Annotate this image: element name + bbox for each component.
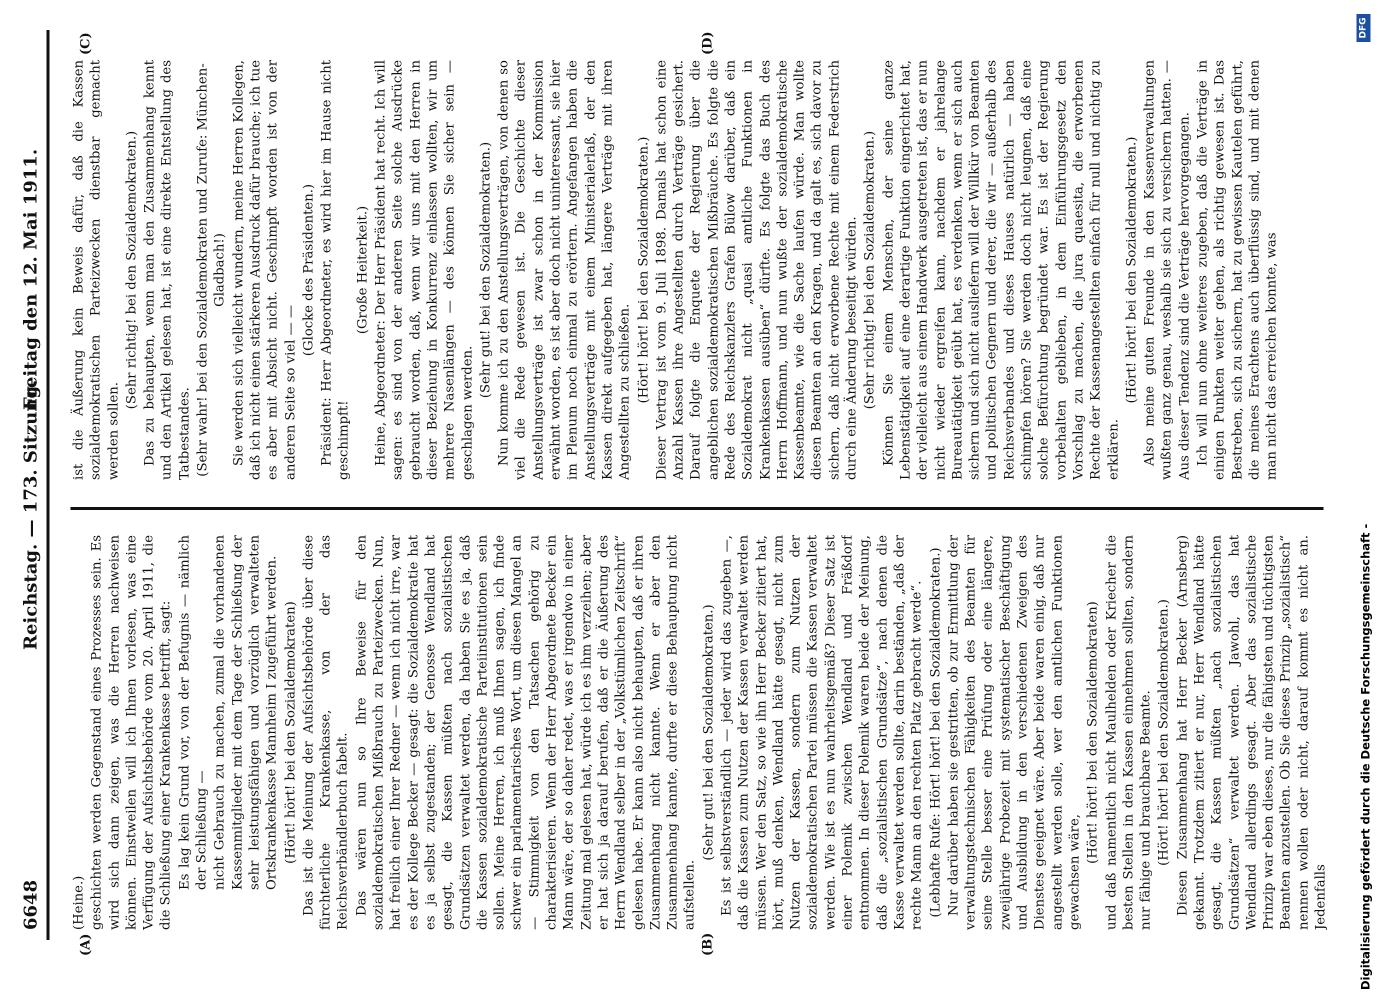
interjection: (Hört! hört! bei den Sozialdemokraten.)	[1156, 599, 1172, 866]
margin-mark-a: (A)	[78, 933, 93, 956]
paragraph: Das zu behaupten, wenn man den Zusammenhang kennt und den Artikel gelesen hat, ist eine direkte Entstellung des Tatbestandes.	[142, 60, 192, 480]
paragraph: Dieser Vertrag ist vom 9. Juli 1898. Damals hat schon eine Anzahl Kassen ihre Angestellten durch Verträge gesichert. Darauf folgte die Enquete der Regierung über die angeblichen sozialdemokratischen Mißbräuche. Es folgte die Rede des Reichskanzlers Grafen Bülow darüber, daß ein Sozialdemokrat nicht „quasi amtliche Funktionen in Krankenkassen ausüben“ dürfte. Es folgte das Buch des Herrn Hoffmann, und nun wußte der sozialdemokratische Kassenbeamte, wie die Sache laufen würde. Man wollte diesen Beamten an den Kragen, und da galt es, sich davor zu sichern, daß nicht erworbene Rechte mit einem Federstrich durch eine Änderung beseitigt würden.	[653, 60, 860, 480]
interjection: (Lebhafte Rufe: Hört! hört! bei den Sozialdemokraten.)	[927, 547, 943, 918]
paragraph: Ich will nun ohne weiteres zugeben, daß die Verträge in einigen Punkten weiter gehen, als richtig gewesen ist. Das Bestreben, sich zu sichern, hat zu gewissen Kautelen geführt, die meines Erachtens auch überflüssig sind, und mit denen man nicht das erreichen konnte, was	[1195, 60, 1280, 480]
session-title: Reichstag. — 173. Sitzung.	[20, 379, 41, 650]
session-date: Freitag den 12. Mai 1911.	[20, 148, 41, 410]
paragraph: Diesen Zusammenhang hat Herr Becker (Arnsberg) gekannt. Trotzdem zitiert er nur, Herr Wendland hätte gesagt, die Kassen müßten „nach sozialistischen Grundsätzen“ verwaltet werden. Jawohl, das hat Wendland allerdings gesagt. Aber das sozialistische Prinzip war eben dieses, nur die fähigsten und tüchtigsten Beamten anzustellen. Ob Sie dieses Prinzip „sozialistisch“ nennen wollen oder nicht, darauf kommt es nicht an. Jedenfalls	[1174, 535, 1329, 930]
interjection: (Sehr richtig! bei den Sozialdemokraten.)	[123, 130, 139, 410]
margin-mark-c: (C)	[78, 32, 93, 55]
left-column	[70, 535, 1343, 930]
interjection: (Große Heiterkeit.)	[354, 205, 370, 335]
column-divider	[70, 507, 1323, 510]
margin-mark-d: (D)	[700, 31, 715, 55]
paragraph: Also meine guten Freunde in den Kassenverwaltungen wußten ganz genau, weshalb sie sich zu versichern hatten. — Aus dieser Tendenz sind die Verträge hervorgegangen.	[1142, 60, 1192, 480]
paragraph: Das ist die Meinung der Aufsichtsbehörde über diese fürchterliche Krankenkasse, von der das Reichsverbändlerbuch fabelt.	[300, 535, 351, 930]
paragraph: ist die Äußerung kein Beweis dafür, daß die Kassen sozialdemokratischen Parteizwecken dienstbar gemacht werden sollen.	[71, 60, 121, 480]
interjection: (Glocke des Präsidenten.)	[300, 183, 316, 357]
interjection: (Sehr wahr! bei den Sozialdemokraten und Zurufe: München-Gladbach!)	[195, 63, 228, 477]
page-number: 6648	[20, 879, 41, 930]
header-rule	[46, 30, 49, 940]
page-header	[20, 30, 68, 970]
interjection: (Sehr richtig! bei den Sozialdemokraten.)	[862, 130, 878, 410]
margin-mark-b: (B)	[700, 932, 715, 956]
paragraph: (Heine.)	[71, 875, 86, 930]
quote-paragraph: nicht Gebrauch zu machen, zumal die vorhandenen Kassenmitglieder mit dem Tage der Schließung der sehr leistungsfähigen und vorzüglich verwalteten Ortskrankenkasse Mannheim I zugeführt werden.	[212, 535, 280, 890]
interjection: (Sehr gut! bei den Sozialdemokraten.)	[700, 604, 716, 861]
president-remark: Präsident: Herr Abgeordneter, es wird hier im Hause nicht geschimpft!	[319, 60, 352, 480]
right-column	[70, 60, 1343, 480]
paragraph: Es ist selbstverständlich — jeder wird das zugeben —, daß die Kassen zum Nutzen der Kassen verwaltet werden müssen. Wer den Satz, so wie ihn Herr Becker zitiert hat, hört, muß denken, Wendland hätte gesagt, nicht zum Nutzen der Kassen, sondern zum Nutzen der sozialdemokratischen Partei müssen die Kassen verwaltet werden. Wie ist es nun wahrheitsgemäß? Dieser Satz ist einer Polemik zwischen Wendland und Fräßdorf entnommen. In dieser Polemik waren beide der Meinung, daß die „sozialistischen Grundsätze“, nach denen die Kasse verwaltet werden sollte, darin beständen, „daß der rechte Mann an den rechten Platz gebracht werde“.	[718, 535, 925, 930]
digitization-credit: Digitalisierung gefördert durch die Deutsche Forschungsgemeinschaft -	[1358, 523, 1372, 990]
interjection: (Hört! hört! bei den Sozialdemokraten)	[282, 601, 298, 864]
paragraph: Heine, Abgeordneter: Der Herr Präsident hat recht. Ich will sagen: es sind von der anderen Seite solche Ausdrücke gebraucht worden, daß, wenn wir uns mit den Herren in dieser Beziehung in Konkurrenz einlassen wollten, wir um mehrere Nasenlängen — des können Sie sicher sein — geschlagen werden.	[373, 60, 475, 480]
paragraph: Nur darüber haben sie gestritten, ob zur Ermittlung der verwaltungstechnischen Fähigkeiten des Beamten für seine Stelle besser eine Prüfung oder eine längere, zweijährige Probezeit mit systematischer Beschäftigung und Ausbildung in den verschiedenen Zweigen des Dienstes geeignet wäre. Aber beide waren einig, daß nur angestellt werden solle, wer den amtlichen Funktionen gewachsen wäre,	[945, 535, 1082, 930]
interjection: (Hört! hört! bei den Sozialdemokraten.)	[635, 136, 651, 404]
paragraph: Nun komme ich zu den Anstellungsverträgen, von denen so viel die Rede gewesen ist. Die Geschichte dieser Anstellungsverträge ist zwar schon in der Kommission erwähnt worden, es ist aber doch nicht uninteressant, sie hier im Plenum noch einmal zu erörtern. Angefangen haben die Anstellungsverträge mit einem Ministerialerlaß, der den Kassen direkt aufgegeben hat, längere Verträge mit ihren Angestellten zu schließen.	[496, 60, 633, 480]
quote-paragraph: Es lag kein Grund vor, von der Befugnis — nämlich der Schließung —	[176, 535, 210, 890]
paragraph: Können Sie einem Menschen, der seine ganze Lebenstätigkeit auf eine derartige Funktion eingerichtet hat, der vielleicht aus einem Handwerk ausgetreten ist, das er nun nicht wieder ergreifen kann, nachdem er jahrelange Bureautätigkeit geübt hat, es verdenken, wenn er sich auch sichern und sich nicht ausliefern will der Willkür von Beamten und politischen Gegnern und derer, die wir — außerhalb des Reichsverbandes und dieses Hauses natürlich — haben schimpfen hören? Sie werden doch nicht leugnen, daß eine solche Befürchtung begründet war. Es ist der Regierung vorbehalten geblieben, in dem Einführungsgesetz den Vorschlag zu machen, die jura quaesita, die erworbenen Rechte der Kassenangestellten einfach für null und nichtig zu erklären.	[880, 60, 1121, 480]
paragraph: Sie werden sich vielleicht wundern, meine Herren Kollegen, daß ich nicht einen stärkeren Ausdruck dafür brauche; ich tue es aber mit Absicht nicht. Geschimpft worden ist von der anderen Seite so viel — —	[230, 60, 298, 480]
paragraph: geschichten werden Gegenstand eines Prozesses sein. Es wird sich dann zeigen, was die Herren nachweisen können. Einstweilen will ich Ihnen vorlesen, was eine Verfügung der Aufsichtsbehörde vom 20. April 1911, die die Schließung einer Krankenkasse betrifft, sagt:	[89, 535, 174, 930]
interjection: (Hört! hört! bei den Sozialdemokraten.)	[1123, 136, 1139, 404]
interjection: (Sehr gut! bei den Sozialdemokraten.)	[477, 141, 493, 399]
dfg-logo: DFG	[1356, 14, 1370, 42]
paragraph: und daß namentlich nicht Maulhelden oder Kriecher die besten Stellen in den Kassen einnehmen sollten, sondern nur fähige und brauchbare Beamte.	[1103, 535, 1154, 930]
interjection: (Hört! hört! bei den Sozialdemokraten)	[1085, 601, 1101, 864]
paragraph: Das wären nun so Ihre Beweise für den sozialdemokratischen Mißbrauch zu Parteizwecken. Nun, hat freilich einer Ihrer Redner — wenn ich nicht irre, war es der Kollege Becker — gesagt: die Sozialdemokratie hat es ja selbst zugestanden; der Genosse Wendland hat gesagt, die Kassen müßten nach sozialistischen Grundsätzen verwaltet werden, da haben Sie es ja, daß die Kassen sozialdemokratische Parteiinstitutionen sein sollen. Meine Herren, ich muß Ihnen sagen, ich finde schwer ein parlamentarisches Wort, um diesen Mangel an — Stimmigkeit von den Tatsachen gehörig zu charakterisieren. Wenn der Herr Abgeordnete Becker ein Mann wäre, der so daher redet, was er irgendwo in einer Zeitung mal gelesen hat, würde ich es ihm verzeihen; aber er hat sich ja darauf berufen, daß er die Äußerung des Herrn Wendland selber in der „Volkstümlichen Zeitschrift“ gelesen habe. Er kann also nicht behaupten, daß er ihren Zusammenhang nicht kannte. Wenn er aber den Zusammenhang kannte, durfte er diese Behauptung nicht aufstellen.	[353, 535, 698, 930]
